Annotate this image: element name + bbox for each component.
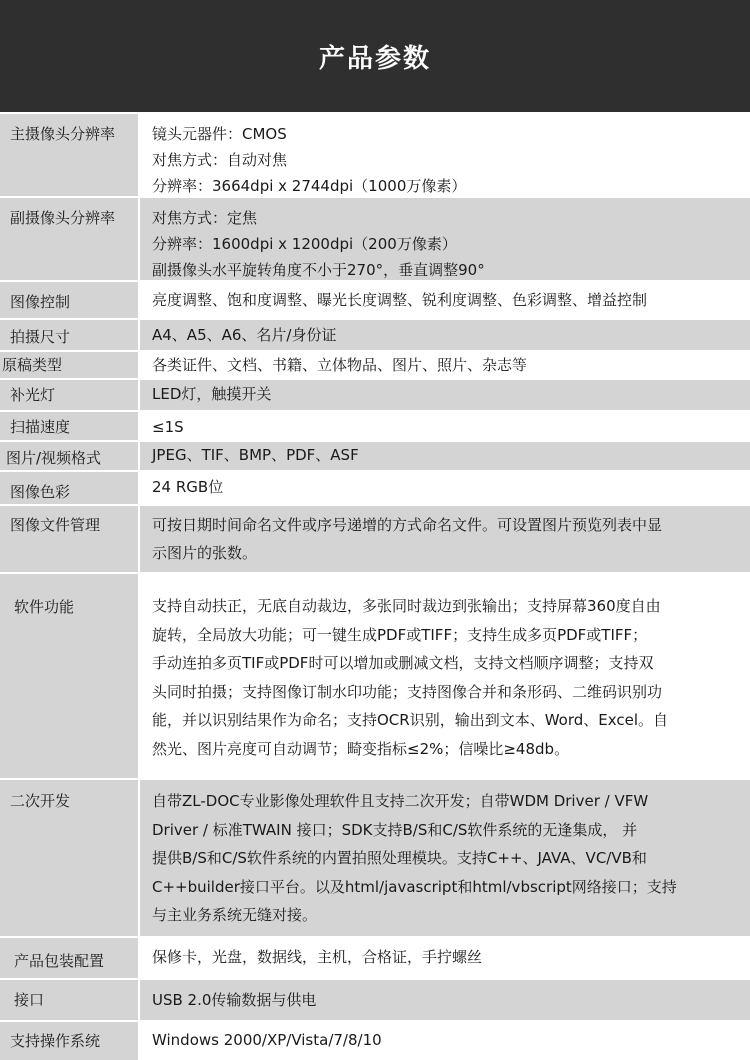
row-value-line: 可按日期时间命名文件或序号递增的方式命名文件。可设置图片预览列表中显 bbox=[152, 516, 663, 534]
table-row bbox=[0, 320, 750, 350]
row-label: 副摄像头分辨率 bbox=[10, 209, 116, 227]
row-value-line: 各类证件、文档、书籍、立体物品、图片、照片、杂志等 bbox=[152, 356, 528, 374]
row-value-line: 自带ZL-DOC专业影像处理软件且支持二次开发；自带WDM Driver / VFW bbox=[152, 792, 649, 810]
table-row bbox=[0, 352, 750, 378]
row-label: 产品包装配置 bbox=[14, 952, 105, 970]
row-value-line: C++builder接口平台。以及html/javascript和html/vbscript网络接口；支持 bbox=[152, 877, 677, 896]
page-header bbox=[0, 0, 750, 112]
row-value-line: 头同时拍摄；支持图像订制水印功能；支持图像合并和条形码、二维码识别功 bbox=[152, 682, 663, 701]
table-row bbox=[0, 574, 750, 778]
row-value-line: 亮度调整、饱和度调整、曝光长度调整、锐利度调整、色彩调整、增益控制 bbox=[152, 291, 648, 309]
row-label: 图像控制 bbox=[10, 293, 71, 311]
row-label: 补光灯 bbox=[10, 386, 56, 404]
row-value-line: USB 2.0传输数据与供电 bbox=[152, 991, 317, 1009]
table-row bbox=[0, 472, 750, 504]
row-value-line: 分辨率：1600dpi x 1200dpi（200万像素） bbox=[152, 235, 457, 253]
row-value-line: A4、A5、A6、名片/身份证 bbox=[152, 326, 337, 344]
row-label: 支持操作系统 bbox=[10, 1032, 101, 1050]
table-row bbox=[0, 282, 750, 318]
row-value-line: 保修卡，光盘，数据线，主机，合格证，手拧螺丝 bbox=[152, 948, 483, 966]
row-value-line: 镜头元器件：CMOS bbox=[152, 125, 287, 143]
row-value-line: 支持自动扶正，无底自动裁边，多张同时裁边到张输出；支持屏幕360度自由 bbox=[152, 597, 661, 615]
table-row bbox=[0, 506, 750, 572]
row-value-line: 与主业务系统无缝对接。 bbox=[152, 906, 318, 924]
row-value-line: Driver / 标准TWAIN 接口；SDK支持B/S和C/S软件系统的无逢集成， 并 bbox=[152, 820, 638, 839]
row-value-line: 分辨率：3664dpi x 2744dpi（1000万像素） bbox=[152, 177, 467, 195]
row-value-line: 24 RGB位 bbox=[152, 478, 224, 496]
row-label: 图像文件管理 bbox=[10, 516, 101, 534]
row-label: 图片/视频格式 bbox=[6, 449, 102, 467]
row-value-line: 对焦方式：定焦 bbox=[152, 209, 258, 227]
table-row bbox=[0, 380, 750, 410]
row-value-line: 示图片的张数。 bbox=[152, 544, 258, 562]
row-value-line: 对焦方式：自动对焦 bbox=[152, 151, 288, 169]
row-value-line: ≤1S bbox=[152, 418, 184, 436]
row-value-line: 旋转，全局放大功能；可一键生成PDF或TIFF；支持生成多页PDF或TIFF； bbox=[152, 625, 648, 644]
row-label: 主摄像头分辨率 bbox=[10, 125, 116, 143]
table-row bbox=[0, 412, 750, 440]
row-value-line: JPEG、TIF、BMP、PDF、ASF bbox=[152, 446, 359, 464]
table-row bbox=[0, 198, 750, 280]
row-label: 原稿类型 bbox=[2, 356, 63, 374]
row-label: 拍摄尺寸 bbox=[10, 328, 71, 346]
table-row bbox=[0, 938, 750, 978]
row-label: 扫描速度 bbox=[10, 418, 71, 436]
row-value-line: LED灯，触摸开关 bbox=[152, 385, 272, 403]
row-label: 二次开发 bbox=[10, 792, 71, 810]
row-label: 图像色彩 bbox=[10, 483, 71, 501]
page-title: 产品参数 bbox=[318, 43, 431, 74]
table-row bbox=[0, 1022, 750, 1060]
row-value-line: 副摄像头水平旋转角度不小于270°，垂直调整90° bbox=[152, 261, 485, 279]
row-value-line: 然光、图片亮度可自动调节；畸变指标≤2%；信噪比≥48db。 bbox=[152, 739, 570, 758]
row-value-line: 能，并以识别结果作为命名；支持OCR识别，输出到文本、Word、Excel。自 bbox=[152, 711, 668, 729]
row-label: 软件功能 bbox=[14, 598, 75, 616]
table-row bbox=[0, 442, 750, 470]
table-row bbox=[0, 780, 750, 936]
table-row bbox=[0, 114, 750, 196]
row-value-line: 手动连拍多页TIF或PDF时可以增加或删减文档，支持文档顺序调整；支持双 bbox=[152, 654, 654, 672]
row-label: 接口 bbox=[14, 991, 45, 1009]
table-row bbox=[0, 980, 750, 1020]
row-value-line: 提供B/S和C/S软件系统的内置拍照处理模块。支持C++、JAVA、VC/VB和 bbox=[152, 849, 647, 867]
row-value-line: Windows 2000/XP/Vista/7/8/10 bbox=[152, 1031, 382, 1049]
